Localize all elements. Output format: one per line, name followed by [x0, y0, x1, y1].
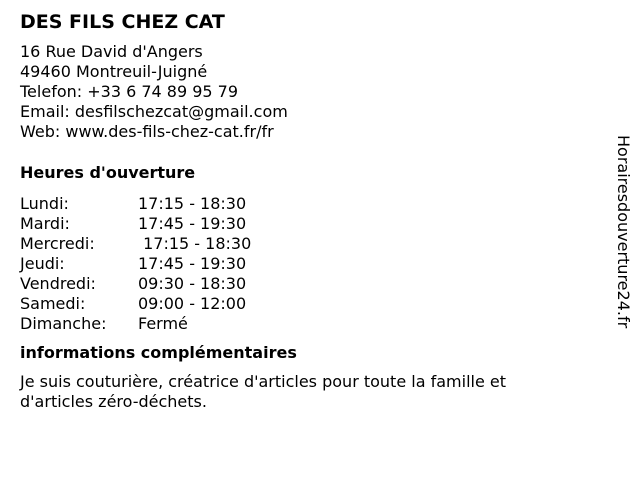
email-line: Email: desfilschezcat@gmail.com [20, 102, 288, 121]
day-label: Dimanche: [20, 314, 107, 333]
time-value: 09:30 - 18:30 [138, 274, 247, 293]
time-value: 17:45 - 19:30 [138, 254, 247, 273]
address-block [20, 42, 600, 142]
postal-city: 49460 Montreuil-Juigné [20, 62, 208, 81]
time-value: 17:15 - 18:30 [138, 234, 252, 253]
hours-row-jeudi [20, 254, 600, 274]
day-label: Samedi: [20, 294, 86, 313]
info-heading: informations complémentaires [20, 343, 297, 362]
hours-row-mercredi [20, 234, 600, 254]
site-brand-vertical: Horairesdouverture24.fr [614, 135, 633, 329]
time-value: 17:45 - 19:30 [138, 214, 247, 233]
business-name: DES FILS CHEZ CAT [20, 11, 225, 33]
day-label: Jeudi: [20, 254, 65, 273]
hours-heading: Heures d'ouverture [20, 163, 196, 182]
info-text: Je suis couturière, créatrice d'articles pour toute la famille et d'articles zéro-déchets. [20, 372, 506, 411]
hours-table [20, 194, 600, 334]
time-value: Fermé [138, 314, 188, 333]
day-label: Lundi: [20, 194, 69, 213]
day-label: Vendredi: [20, 274, 96, 293]
time-value: 17:15 - 18:30 [138, 194, 247, 213]
day-label: Mercredi: [20, 234, 95, 253]
hours-row-dimanche [20, 314, 600, 334]
hours-row-mardi [20, 214, 600, 234]
web-line: Web: www.des-fils-chez-cat.fr/fr [20, 122, 274, 141]
hours-row-vendredi [20, 274, 600, 294]
time-value: 09:00 - 12:00 [138, 294, 247, 313]
phone-line: Telefon: +33 6 74 89 95 79 [20, 82, 239, 101]
hours-row-lundi [20, 194, 600, 214]
business-card [20, 10, 600, 412]
day-label: Mardi: [20, 214, 70, 233]
street-address: 16 Rue David d'Angers [20, 42, 203, 61]
hours-row-samedi [20, 294, 600, 314]
